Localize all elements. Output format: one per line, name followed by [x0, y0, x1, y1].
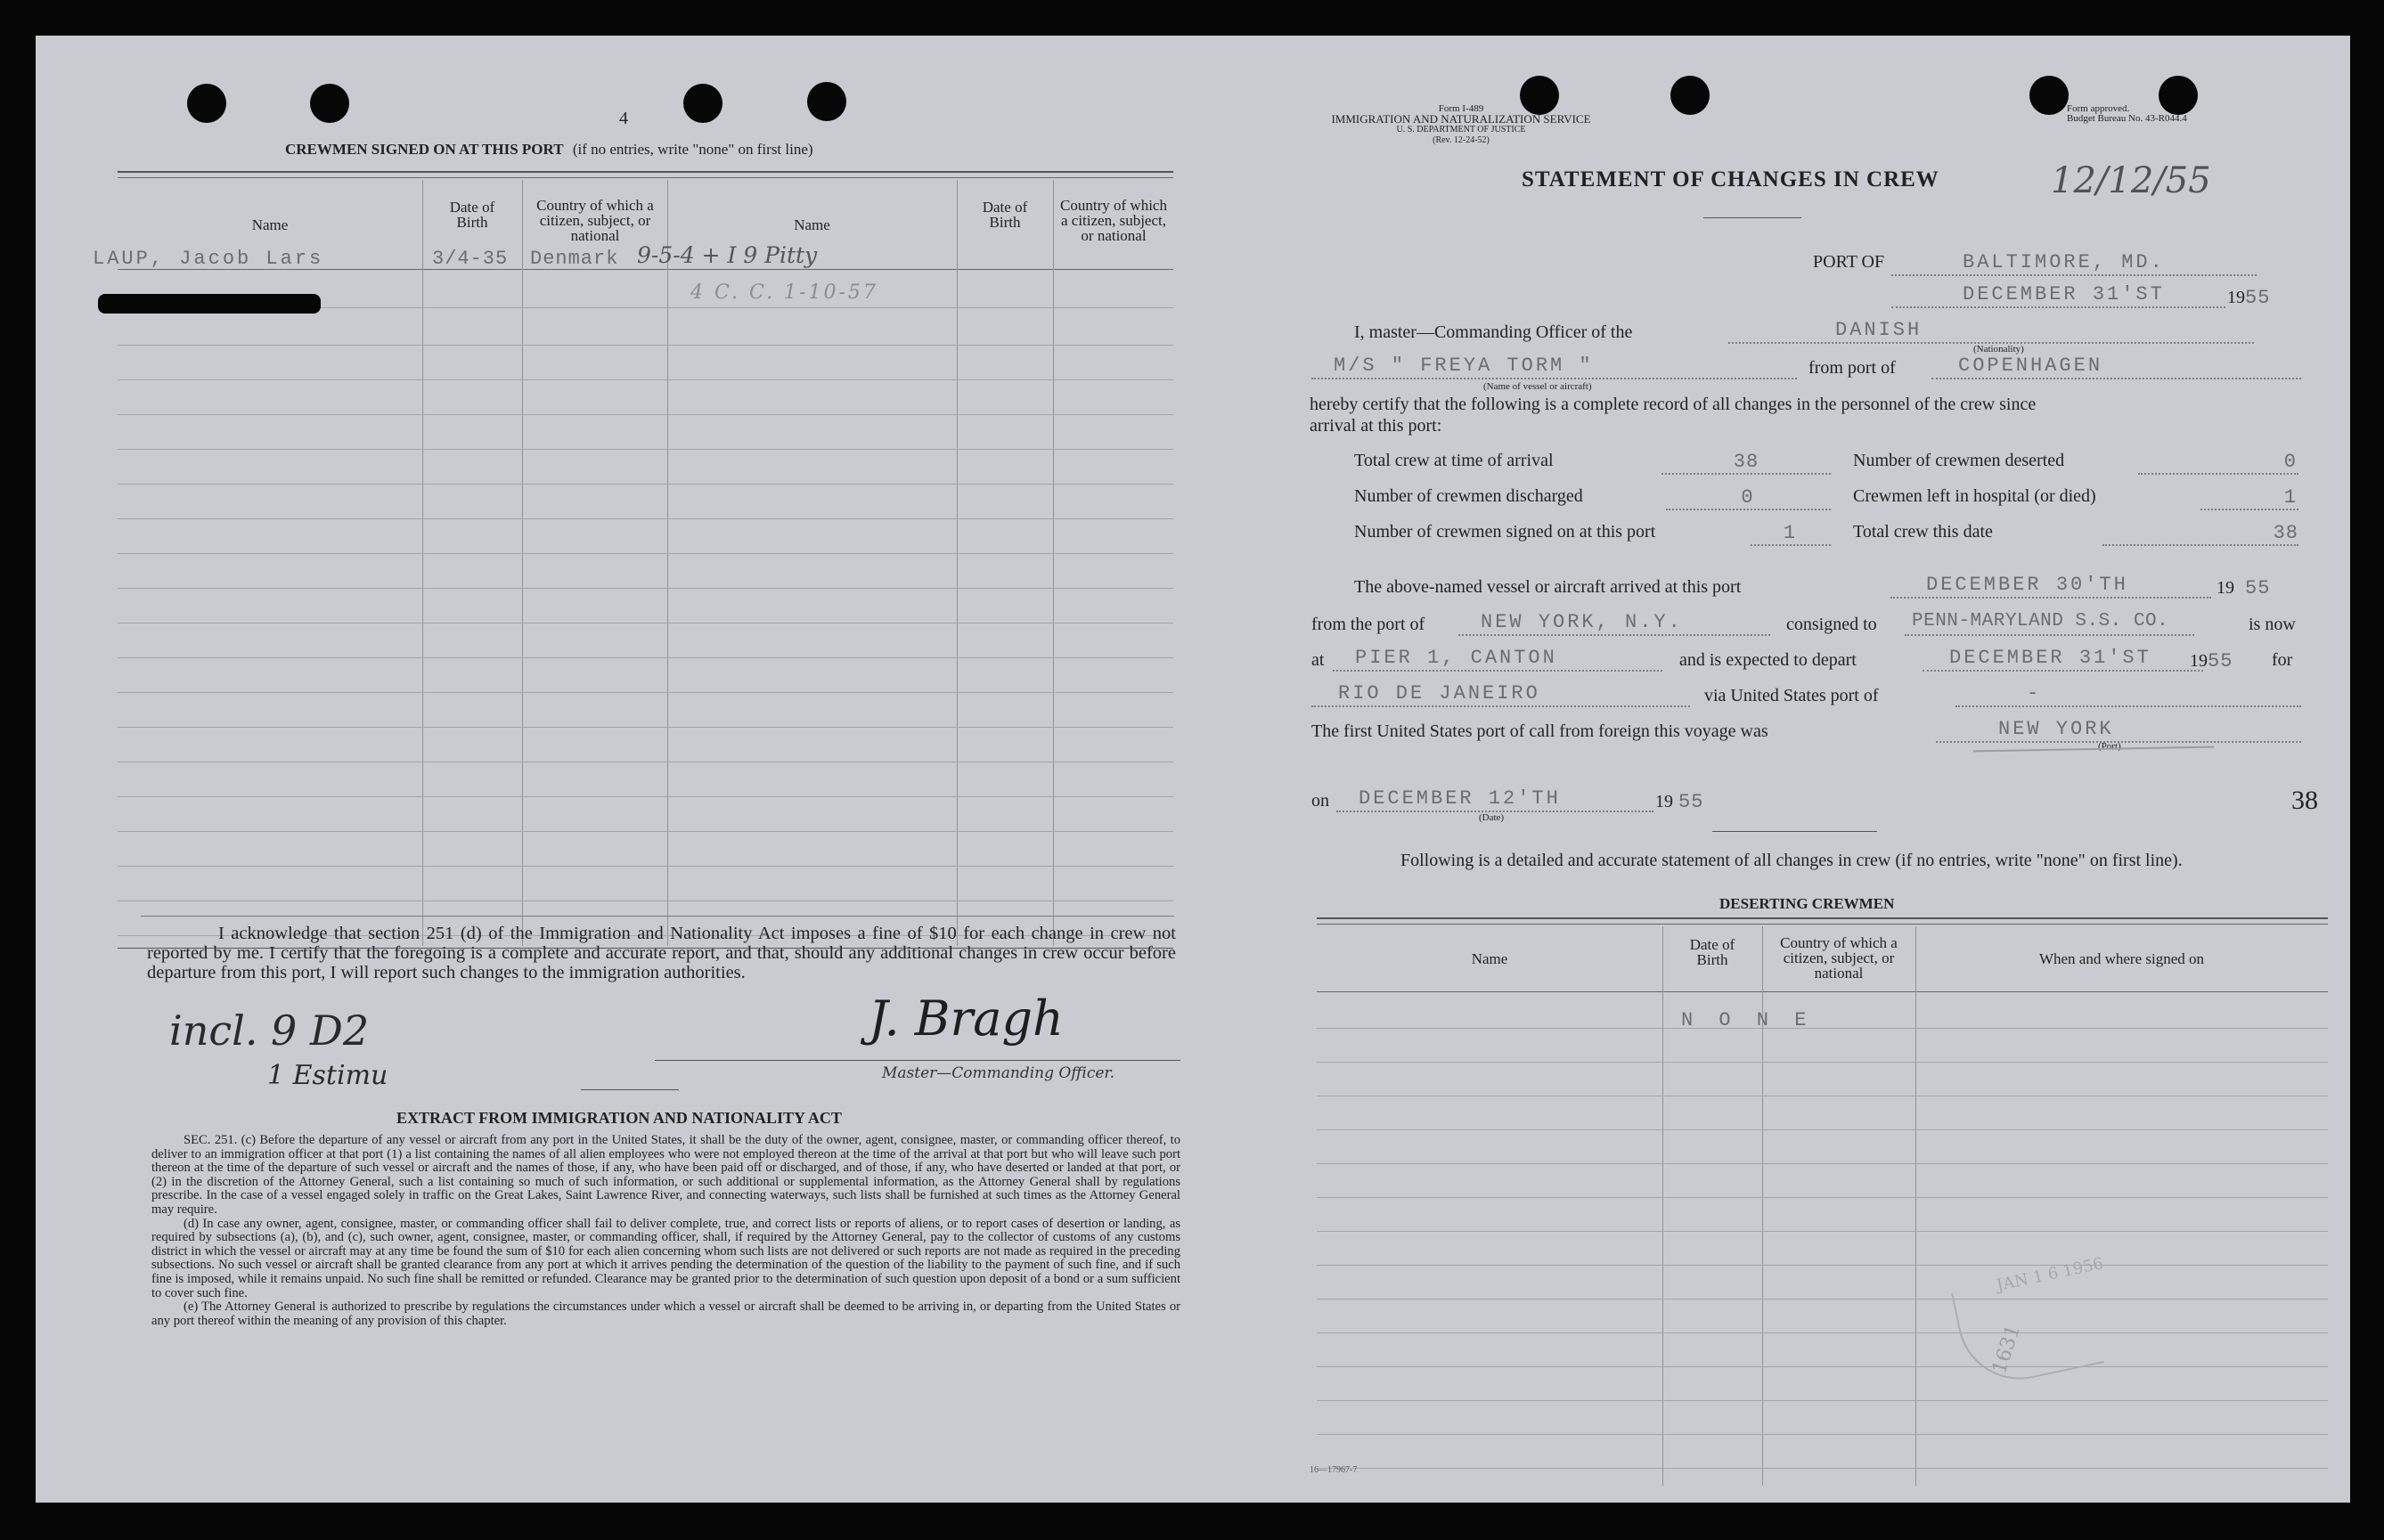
arrived-year-value: 55 — [2245, 577, 2271, 599]
on-label: on — [1311, 791, 1329, 811]
on-year-prefix: 19 — [1655, 792, 1673, 811]
nationality-value: DANISH — [1835, 319, 1923, 341]
date-year — [2227, 287, 2270, 309]
date-caption: (Date) — [1479, 812, 1505, 823]
from-port-label: from port of — [1808, 358, 1896, 378]
agency-name: IMMIGRATION AND NATURALIZATION SERVICE — [1331, 112, 1591, 126]
on-year-value: 55 — [1678, 791, 1704, 813]
destination-value: RIO DE JANEIRO — [1338, 682, 1540, 705]
date-year-prefix: 19 — [2227, 288, 2245, 307]
stat-label: Total crew this date — [1853, 522, 1993, 542]
pencil-stroke — [1973, 746, 2214, 753]
column-header: Name — [794, 216, 830, 233]
depart-label: and is expected to depart — [1679, 650, 1857, 670]
stat-label: Number of crewmen signed on at this port — [1354, 522, 1656, 542]
form-header — [1265, 103, 1657, 146]
nationality-caption: (Nationality) — [1973, 344, 2024, 354]
form-number: Form I-489 — [1438, 103, 1484, 114]
first-port-value: NEW YORK — [1998, 718, 2114, 740]
stat-value: 38 — [1661, 451, 1831, 475]
date-value: DECEMBER 31'ST — [1963, 283, 2165, 306]
stat-value: 1 — [1751, 522, 1831, 546]
port-caption: (Port) — [2098, 741, 2121, 752]
punch-hole — [2029, 76, 2069, 115]
consigned-line — [1905, 611, 2194, 636]
column-header: Country of which a citizen, subject, or national — [1780, 934, 1898, 982]
crewman-name: LAUP, Jacob Lars — [93, 248, 324, 270]
form-title: STATEMENT OF CHANGES IN CREW — [1522, 167, 1939, 191]
on-year — [1655, 791, 1703, 813]
deserting-title: DESERTING CREWMEN — [1719, 895, 1895, 912]
column-header: Name — [251, 216, 289, 233]
via-label: via United States port of — [1704, 686, 1879, 705]
port-label: PORT OF — [1813, 252, 1885, 272]
vessel-value: M/S " FREYA TORM " — [1334, 354, 1594, 377]
page-number: 4 — [619, 109, 628, 128]
from-port-value: COPENHAGEN — [1958, 354, 2103, 377]
depart-year — [2190, 650, 2233, 672]
port-value: BALTIMORE, MD. — [1963, 251, 2165, 273]
consigned-value: PENN-MARYLAND S.S. CO. — [1912, 611, 2169, 631]
master-label: I, master—Commanding Officer of the — [1354, 322, 1633, 342]
signature: J. Bragh — [869, 990, 1064, 1047]
destination-line — [1311, 682, 1690, 707]
approval-line: Form approved. — [2067, 103, 2130, 114]
stat-label: Crewmen left in hospital (or died) — [1853, 486, 2096, 506]
from-the-port-value: NEW YORK, N.Y. — [1481, 611, 1683, 633]
pencil-entry-note: 4 C. C. 1-10-57 — [690, 281, 878, 304]
date-year-value: 55 — [2245, 287, 2271, 309]
acknowledgement-text: I acknowledge that section 251 (d) of the Immigration and Nationality Act imposes a fine of $10 for each change in crew not reported by me. I certify that the foregoing is a complete and accurate report, and that, should any additional changes in crew occur before departure from this port, I will report such changes to the immigration authorities. — [147, 924, 1176, 982]
deserting-crewmen-table — [1317, 917, 2328, 1486]
first-port-label: The first United States port of call from foreign this voyage was — [1311, 721, 1768, 741]
from-port-line — [1931, 354, 2301, 379]
column-header: Name — [1471, 950, 1508, 967]
stat-total-date — [1853, 522, 2298, 545]
certify-line: arrival at this port: — [1310, 416, 1442, 436]
stamp-text: 1631 — [1988, 1322, 2025, 1377]
section-note: (if no entries, write "none" on first line) — [572, 141, 813, 158]
punch-hole — [187, 84, 226, 123]
document-sheet — [36, 36, 2350, 1503]
extract-body — [151, 1134, 1180, 1328]
via-line — [1955, 682, 2301, 707]
first-port-line — [1936, 718, 2301, 743]
rule — [581, 1089, 679, 1090]
stat-deserted — [1853, 451, 2298, 474]
handwritten-entry-note: 9-5-4 + I 9 Pitty — [637, 242, 818, 268]
stat-label: Number of crewmen discharged — [1354, 486, 1583, 506]
margin-number: 38 — [2291, 786, 2318, 815]
depart-line — [1923, 647, 2203, 672]
stat-hospital — [1853, 486, 2298, 509]
stat-value: 1 — [2200, 486, 2298, 510]
handwritten-date: 12/12/55 — [2051, 160, 2211, 201]
extract-section-d: (d) In case any owner, agent, consignee, master, or commanding officer shall fail to deliver complete, true, and correct lists or reports of aliens, or to report cases of desertion or landing, as required by subsections (a), (b), and (c), such owner, agent, consignee, master, or commanding officer, shall, if required by the Attorney General, pay to the collector of customs of any customs district in which the vessel or aircraft may at any time be found the sum of $10 for each alien concerning whom such lists are not delivered or such reports are not made as required in the preceding subsections. No such vessel or aircraft shall be granted clearance from any port at which it arrives pending the determination of the question of the liability to the payment of such fine, and if such fine is imposed, while it remains unpaid. No such fine shall be remitted or refunded. Clearance may be granted prior to the determination of such question upon deposit of a bond or a sum sufficient to cover such fine. — [151, 1216, 1180, 1300]
stat-label: Number of crewmen deserted — [1853, 451, 2065, 470]
footer-code: 16—17967-7 — [1310, 1465, 1358, 1475]
extract-section-c: SEC. 251. (c) Before the departure of any vessel or aircraft from any port in the United States, it shall be the duty of the owner, agent, consignee, master, or commanding officer thereof, to deliver to an immigration officer at that port (1) a list containing the names of all alien employees who were not employed thereon at the time of the arrival at that port but who will leave such port thereon at the time of the departure of such vessel or aircraft and the names of those, if any, who have been paid off or discharged, and of those, if any, who have deserted or landed at that port, or (2) in the discretion of the Attorney General, such a list containing so much of such information, or such additional or supplemental information, as the Attorney General shall by regulations prescribe. In the case of a vessel engaged solely in traffic on the Great Lakes, Saint Lawrence River, and connecting waterways, such lists shall be furnished at such times as the Attorney General may require. — [151, 1133, 1180, 1217]
crewman-country: Denmark — [530, 248, 619, 270]
vessel-caption: (Name of vessel or aircraft) — [1483, 381, 1592, 392]
at-label: at — [1311, 650, 1325, 670]
department-name: U. S. DEPARTMENT OF JUSTICE — [1396, 125, 1526, 134]
stat-total-arrival — [1354, 451, 1831, 474]
stamp-text: JAN 1 6 1956 — [1995, 1254, 2105, 1295]
column-header: Date of Birth — [449, 199, 495, 231]
column-header: Date of Birth — [1689, 936, 1735, 968]
crewman-dob: 3/4-35 — [432, 248, 509, 270]
extract-section-e: (e) The Attorney General is authorized to prescribe by regulations the circumstances under which a vessel or aircraft shall be deemed to be arriving in, or departing from the United States or any port thereof within the meaning of any provision of this chapter. — [151, 1300, 1180, 1328]
approval-line: Budget Bureau No. 43-R044.4 — [2067, 113, 2187, 124]
stat-value: 38 — [2102, 522, 2298, 546]
column-header: When and where signed on — [2038, 950, 2205, 967]
punch-hole — [807, 82, 846, 121]
stat-discharged — [1354, 486, 1831, 509]
for-label: for — [2272, 650, 2293, 670]
handwritten-note: 1 Estimu — [267, 1060, 388, 1091]
consigned-label: consigned to — [1786, 615, 1877, 634]
depart-value: DECEMBER 31'ST — [1949, 647, 2151, 669]
column-header: Country of which a citizen, subject, or national — [1060, 197, 1167, 244]
via-value: - — [2027, 682, 2042, 705]
crewmen-signed-on-table — [118, 171, 1173, 949]
section-title: CREWMEN SIGNED ON AT THIS PORT — [285, 141, 564, 158]
rule — [1703, 217, 1801, 218]
section-heading — [285, 141, 813, 159]
column-header: Country of which a citizen, subject, or national — [536, 197, 654, 244]
on-line — [1336, 787, 1653, 812]
approval-box — [2067, 104, 2187, 124]
column-header: Date of Birth — [982, 199, 1028, 231]
extract-title: EXTRACT FROM IMMIGRATION AND NATIONALITY ACT — [396, 1109, 842, 1127]
vessel-line — [1311, 354, 1797, 379]
stat-value: 0 — [2138, 451, 2298, 475]
certify-line: hereby certify that the following is a complete record of all changes in the personnel of the crew since — [1310, 395, 2037, 414]
depart-year-value: 55 — [2208, 650, 2233, 672]
deserting-none-entry: N O N E — [1681, 1009, 1814, 1031]
is-now-label: is now — [2249, 615, 2296, 634]
from-the-port-label: from the port of — [1311, 615, 1425, 634]
arrived-year-prefix: 19 — [2217, 578, 2234, 598]
arrived-label: The above-named vessel or aircraft arrived at this port — [1354, 577, 1742, 597]
date-value-line — [1891, 283, 2225, 308]
stat-value: 0 — [1666, 486, 1831, 510]
punch-hole — [1670, 76, 1710, 115]
arrived-line — [1890, 574, 2211, 599]
stat-signed — [1354, 522, 1831, 545]
arrived-year — [2217, 577, 2270, 599]
on-value: DECEMBER 12'TH — [1359, 787, 1561, 810]
following-text: Following is a detailed and accurate statement of all changes in crew (if no entries, write "none" on first line). — [1400, 851, 2183, 870]
punch-hole — [310, 84, 349, 123]
port-value-line — [1891, 251, 2257, 276]
revision-date: (Rev. 12-24-52) — [1433, 135, 1490, 145]
signature-line — [655, 1060, 1180, 1061]
signature-caption: Master—Commanding Officer. — [882, 1064, 1115, 1082]
arrived-value: DECEMBER 30'TH — [1926, 574, 2128, 596]
handwritten-note: incl. 9 D2 — [169, 1006, 370, 1055]
stat-label: Total crew at time of arrival — [1354, 451, 1554, 470]
at-line — [1333, 647, 1662, 672]
nationality-line — [1728, 319, 2254, 344]
punch-hole — [683, 84, 723, 123]
rule — [141, 916, 1174, 917]
certify-text — [1310, 394, 2303, 436]
redaction-bar — [98, 294, 321, 314]
rule — [1712, 831, 1877, 832]
depart-year-prefix: 19 — [2190, 651, 2208, 671]
from-the-port-line — [1458, 611, 1770, 636]
at-value: PIER 1, CANTON — [1355, 647, 1557, 669]
